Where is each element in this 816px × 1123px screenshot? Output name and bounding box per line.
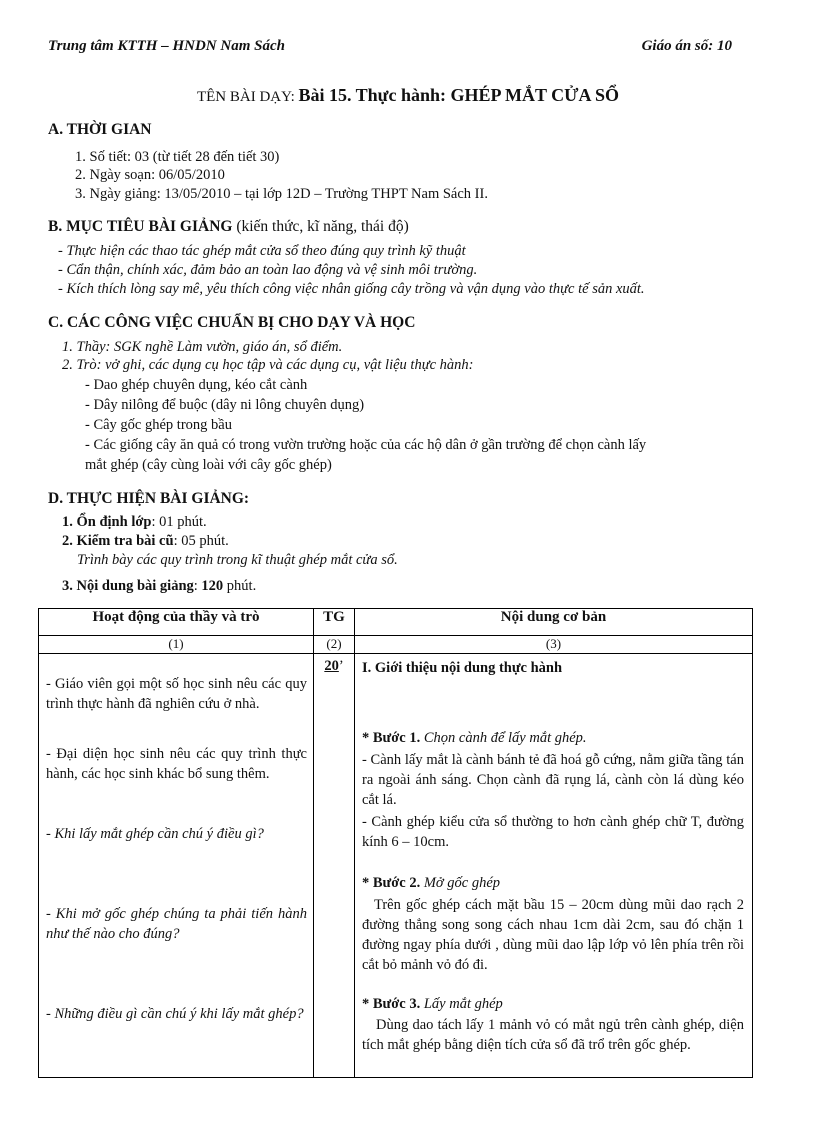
time-cell [314,654,355,1078]
section-a-heading: A. THỜI GIAN [48,121,152,138]
step-2-heading [362,873,744,893]
header-organization: Trung tâm KTTH – HNDN Nam Sách [48,38,285,54]
activity-cell [39,654,314,1078]
content-cell [355,654,753,1078]
section-b-heading [48,218,409,236]
step-2-title: Mở gốc ghép [420,875,501,891]
table-header-row [39,609,753,636]
table-number-1: (1) [39,636,314,654]
activity-paragraph: - Đại diện học sinh nêu các quy trình thực hành, các học sinh khác bổ sung thêm. [46,746,307,782]
activity-question: - Khi lấy mắt ghép cần chú ý điều gì? [46,826,264,842]
section-d-item-3-value: 120 [201,578,224,594]
section-d-item-1-label: 1. Ổn định lớp [62,514,152,530]
step-1-heading [362,728,744,748]
section-b-item: - Thực hiện các thao tác ghép mắt cửa sổ theo đúng quy trình kỹ thuật [58,243,466,259]
step-3-title: Lấy mắt ghép [420,996,503,1012]
section-d-item-3-unit: phút. [223,578,257,594]
table-header-content: Nội dung cơ bản [355,609,753,636]
step-1-paragraph: - Cành ghép kiểu cửa sổ thường to hơn cành ghép chữ T, đường kính 6 – 10cm. [362,814,744,850]
table-header-activity: Hoạt động của thầy và trò [39,609,314,636]
section-c-item: 1. Thầy: SGK nghề Làm vườn, giáo án, sổ điểm. [62,339,343,355]
section-c-sub-item: - Dao ghép chuyên dụng, kéo cắt cành [85,377,308,393]
header-lesson-number: Giáo án số: 10 [641,38,732,54]
step-3-heading [362,994,744,1014]
section-b-item: - Kích thích lòng say mê, yêu thích công việc nhân giống cây trồng và vận dụng vào thực tế sản xuất. [58,281,645,297]
table-number-2: (2) [314,636,355,654]
section-a-item: 3. Ngày giảng: 13/05/2010 – tại lớp 12D – Trường THPT Nam Sách II. [75,186,488,202]
activity-question: - Khi mở gốc ghép chúng ta phải tiến hành như thế nào cho đúng? [46,906,307,942]
page-header [48,38,732,58]
section-d-item-2-value: : 05 phút. [173,533,229,549]
section-b-item: - Cẩn thận, chính xác, đảm bảo an toàn lao động và vệ sinh môi trường. [58,262,478,278]
section-c-heading: C. CÁC CÔNG VIỆC CHUẨN BỊ CHO DẠY VÀ HỌC [48,314,416,331]
section-d-item-3 [62,578,256,595]
section-a-item: 2. Ngày soạn: 06/05/2010 [75,167,225,183]
section-d-item-3-sep: : [193,578,202,594]
step-1-paragraph: - Cành lấy mắt là cành bánh tẻ đã hoá gỗ cứng, nằm giữa tầng tán ra ngoài ánh sáng. Chọn cành đã rụng lá, cành còn lá dùng kéo cắt lá. [362,752,744,808]
section-c-sub-item: mắt ghép (cây cùng loài với cây gốc ghép) [85,457,332,473]
section-a-item: 1. Số tiết: 03 (từ tiết 28 đến tiết 30) [75,149,280,165]
lesson-title [0,85,816,106]
content-section-title: I. Giới thiệu nội dung thực hành [362,660,563,676]
step-2-paragraph: Trên gốc ghép cách mặt bầu 15 – 20cm dùng mũi dao rạch 2 đường thẳng song song cách nhau 1cm dài 2cm, sau đó chặn 1 đường ngay phía dưới , dùng mũi dao lập lớp vỏ lên phía trên rồi cắt bỏ mảnh vỏ đó đi. [362,897,744,973]
section-d-item-2-note: Trình bày các quy trình trong kĩ thuật ghép mắt cửa sổ. [77,552,398,568]
section-b-heading-note: (kiến thức, kĩ năng, thái độ) [232,218,409,235]
section-c-sub-item: - Cây gốc ghép trong bầu [85,417,232,433]
time-value [314,658,354,675]
lesson-table [38,608,753,1078]
section-d-item-2-label: 2. Kiểm tra bài cũ [62,533,174,549]
section-d-item-1 [62,514,207,531]
lesson-title-prefix: TÊN BÀI DẠY: [196,89,299,105]
activity-paragraph: - Giáo viên gọi một số học sinh nêu các quy trình thực hành đã nghiên cứu ở nhà. [46,676,307,712]
section-c-sub-item: - Dây nilông để buộc (dây ni lông chuyên dụng) [85,397,365,413]
section-c-item: 2. Trò: vở ghi, các dụng cụ học tập và các dụng cụ, vật liệu thực hành: [62,357,474,373]
activity-question: - Những điều gì cần chú ý khi lấy mắt ghép? [46,1006,304,1022]
section-c-sub-item: - Các giống cây ăn quả có trong vườn trường hoặc của các hộ dân ở gần trường để chọn cành lấy [85,437,647,453]
table-number-row [39,636,753,654]
step-1-label: * Bước 1. [362,730,421,746]
section-d-heading: D. THỰC HIỆN BÀI GIẢNG: [48,490,250,507]
step-2-label: * Bước 2. [362,875,421,891]
step-1-title: Chọn cành để lấy mắt ghép. [420,730,587,746]
table-number-3: (3) [355,636,753,654]
table-header-time: TG [314,609,355,636]
lesson-title-main: Bài 15. Thực hành: GHÉP MẮT CỬA SỔ [298,85,620,105]
time-unit: ’ [338,658,344,674]
section-d-item-3-label: 3. Nội dung bài giảng [62,578,194,594]
step-3-label: * Bước 3. [362,996,421,1012]
section-d-item-2 [62,533,229,550]
table-row [39,654,753,1078]
section-d-item-1-value: : 01 phút. [151,514,207,530]
step-3-paragraph: Dùng dao tách lấy 1 mảnh vỏ có mắt ngủ trên cành ghép, diện tích mắt ghép bằng diện tích cửa sổ đã trổ trên gốc ghép. [362,1017,744,1053]
time-minutes: 20 [324,658,339,674]
section-b-heading-text: B. MỤC TIÊU BÀI GIẢNG [48,218,233,235]
